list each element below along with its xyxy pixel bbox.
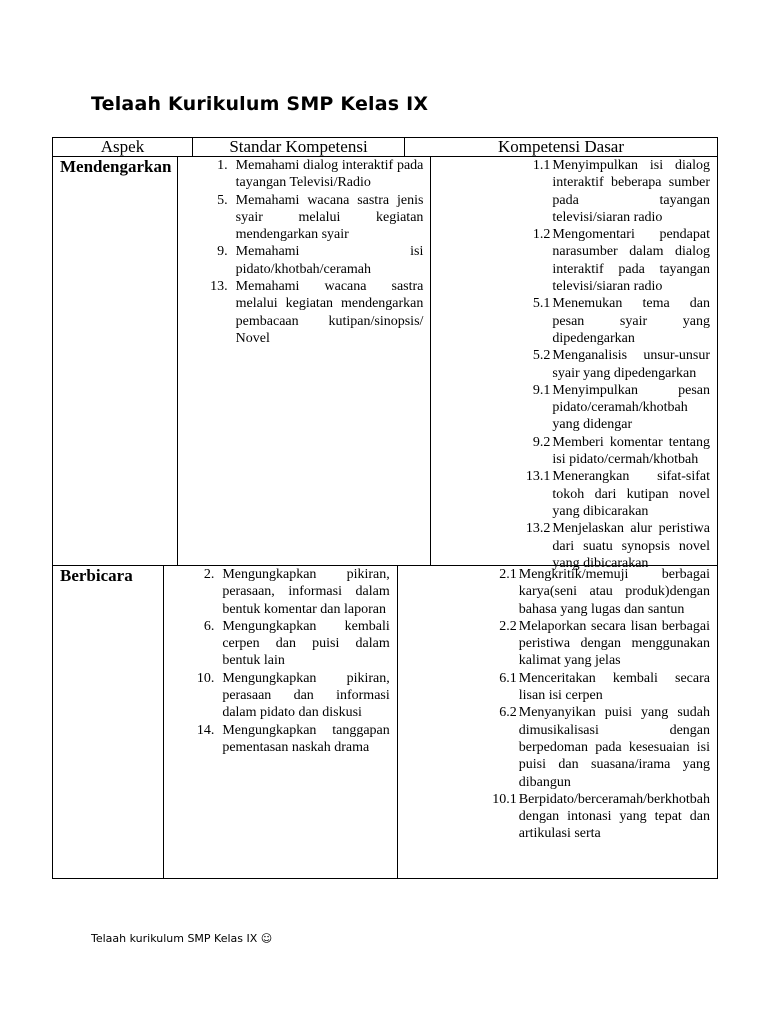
competency-item — [432, 520, 710, 572]
standards-cell — [164, 566, 397, 878]
competency-number: 13.2 — [525, 521, 551, 537]
standard-number: 6. — [203, 618, 215, 634]
competencies-cell — [431, 157, 717, 571]
standard-text: Mengungkapkan pikiran, perasaan dan informasi dalam pidato dan diskusi — [222, 670, 390, 721]
aspect-name: Berbicara — [60, 566, 133, 585]
competency-item — [432, 382, 710, 434]
competency-text: Menemukan tema dan pesan syair yang dipedengarkan — [552, 296, 710, 346]
competency-number: 10.1 — [492, 791, 517, 807]
competency-item — [432, 157, 710, 226]
competency-item — [399, 566, 710, 618]
competency-number: 1.1 — [532, 158, 551, 173]
competency-item — [399, 670, 710, 705]
competency-item — [399, 618, 710, 670]
standard-item — [217, 157, 424, 192]
standard-text: Memahami wacana sastra jenis syair melalui kegiatan mendengarkan syair — [235, 192, 424, 243]
standard-item — [217, 192, 424, 244]
competency-text: Menyimpulkan isi dialog interaktif beberapa sumber pada tayangan televisi/siaran radio — [552, 158, 710, 225]
competency-item — [432, 295, 710, 347]
standard-number: 1. — [217, 158, 228, 173]
standard-number: 10. — [196, 670, 215, 686]
competency-text: Menganalisis unsur-unsur syair yang dipedengarkan — [552, 348, 710, 381]
header-competency: Kompetensi Dasar — [497, 137, 625, 156]
competency-text: Menyimpulkan pesan pidato/ceramah/khotbah yang didengar — [552, 382, 710, 433]
competencies-cell — [398, 566, 717, 878]
competency-number: 9.1 — [532, 382, 551, 398]
competency-number: 9.2 — [532, 434, 551, 450]
standard-text: Memahami dialog interaktif pada tayangan Televisi/Radio — [235, 158, 424, 191]
competency-text: Berpidato/berceramah/berkhotbah dengan intonasi yang tepat dan artikulasi serta — [518, 791, 710, 842]
competency-item — [432, 434, 710, 469]
competency-number: 6.1 — [499, 670, 517, 686]
competency-text: Mengkritik/memuji berbagai karya(seni atau produk)dengan bahasa yang lugas dan santun — [518, 567, 710, 617]
standard-text: Mengungkapkan pikiran, perasaan, informasi dalam bentuk komentar dan laporan — [222, 567, 390, 617]
table-header-row — [53, 138, 717, 156]
competency-number: 2.1 — [499, 567, 517, 582]
standard-item — [217, 243, 424, 278]
standard-text: Memahami wacana sastra melalui kegiatan mendengarkan pembacaan kutipan/sinopsis/ Novel — [235, 279, 424, 346]
competency-number: 5.2 — [532, 348, 551, 364]
competency-number: 1.2 — [532, 227, 551, 243]
competency-item — [399, 704, 710, 790]
standard-item — [196, 722, 390, 757]
standard-number: 2. — [203, 567, 215, 582]
competency-number: 5.1 — [532, 296, 551, 312]
competency-item — [399, 791, 710, 843]
competency-number: 2.2 — [499, 618, 517, 634]
competency-text: Melaporkan secara lisan berbagai peristiwa dengan menggunakan kalimat yang jelas — [518, 618, 710, 669]
standard-text: Memahami isi pidato/khotbah/ceramah — [235, 244, 424, 277]
standards-cell — [178, 157, 432, 565]
standard-number: 9. — [217, 244, 228, 260]
standard-item — [203, 618, 390, 670]
standard-item — [196, 670, 390, 722]
competency-number: 6.2 — [499, 705, 517, 721]
competency-item — [432, 347, 710, 382]
curriculum-table — [52, 137, 718, 879]
competency-text: Menceritakan kembali secara lisan isi cerpen — [518, 670, 710, 704]
standard-text: Mengungkapkan tanggapan pementasan naskah drama — [222, 722, 390, 755]
standard-number: 13. — [210, 279, 228, 295]
competency-text: Memberi komentar tentang isi pidato/cermah/khotbah — [552, 434, 710, 468]
competency-item — [432, 468, 710, 520]
header-standard: Standar Kompetensi — [193, 138, 405, 156]
table-row — [53, 565, 717, 878]
table-row — [53, 156, 717, 571]
competency-text: Menyanyikan puisi yang sudah dimusikalisasi dengan berpedoman pada kesesuaian isi puisi dan suasana/irama yang dibangun — [518, 705, 710, 790]
aspect-cell — [53, 157, 178, 565]
competency-number: 13.1 — [525, 469, 551, 485]
header-aspect: Aspek — [53, 138, 193, 156]
competency-text: Mengomentari pendapat narasumber dalam dialog interaktif pada tayangan televisi/siaran radio — [552, 227, 710, 295]
standard-item — [210, 278, 424, 347]
competency-text: Menerangkan sifat-sifat tokoh dari kutipan novel yang dibicarakan — [552, 469, 710, 519]
standard-item — [203, 566, 390, 618]
aspect-cell — [53, 566, 164, 878]
aspect-name: Mendengarkan — [60, 157, 172, 176]
standard-text: Mengungkapkan kembali cerpen dan puisi dalam bentuk lain — [222, 618, 390, 669]
document-title: Telaah Kurikulum SMP Kelas IX — [91, 93, 429, 115]
competency-item — [432, 226, 710, 295]
standard-number: 5. — [217, 192, 228, 208]
competency-text: Menjelaskan alur peristiwa dari suatu synopsis novel yang dibicarakan — [552, 521, 710, 571]
page-footer: Telaah kurikulum SMP Kelas IX ☺ — [91, 932, 273, 945]
standard-number: 14. — [196, 722, 215, 738]
